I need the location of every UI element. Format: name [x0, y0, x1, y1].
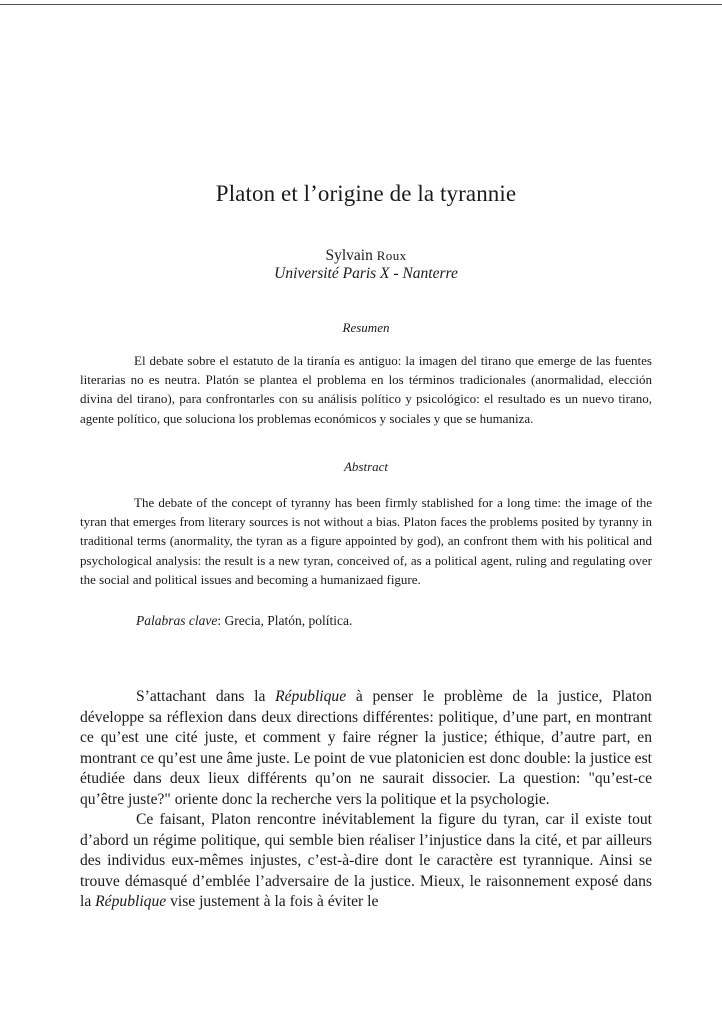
body-p2-work-title: République	[95, 893, 167, 911]
author-name	[80, 247, 652, 265]
body-paragraph-1	[80, 687, 652, 811]
body-p1-work-title: République	[275, 688, 347, 705]
keywords-line	[136, 613, 352, 629]
resumen-text: El debate sobre el estatuto de la tiranía es antiguo: la imagen del tirano que emerge de las fuentes literarias no es neutra. Platón se plantea el problema en los términos tradicionales (anormalidad, elección divina del tirano), para confrontarles con su análisis político y psicológico: el resultado es un nuevo tirano, agente político, que soluciona los problemas económicos y sociales y que se humaniza.	[80, 353, 652, 426]
keywords-values: Grecia, Platón, política.	[224, 613, 353, 628]
body-p1-text-end: à penser le problème de la justice, Platon développe sa réflexion dans deux directions différentes: politique, d’une part, en montrant ce qu’est une cité juste, et comment y faire régner la justice; éthique, d’autre part, en montrant ce qu’est une âme juste. Le point de vue platonicien est donc double: la justice est étudiée dans deux lieux différents qu’on ne saurait dissocier. La question: "qu’est-ce qu’être juste?" oriente donc la recherche vers la politique et la psychologie.	[80, 688, 652, 808]
resumen-heading: Resumen	[342, 320, 390, 335]
author-first-name: Sylvain	[325, 247, 373, 264]
body-paragraph-2	[80, 810, 652, 913]
abstract-text: The debate of the concept of tyranny has been firmly stablished for a long time: the image of the tyran that emerges from literary sources is not without a bias. Platon faces the problems posited by tyranny in traditional terms (anormality, the tyran as a figure appointed by god), an confront them with his political and psychological analysis: the result is a new tyran, conceived of, as a political agent, ruling and regulating over the social and political issues and becoming a humanizaed figure.	[80, 495, 652, 587]
article-title: Platon et l’origine de la tyrannie	[215, 181, 517, 206]
body-p1-text-start: S’attachant dans la	[136, 688, 276, 705]
keywords-label: Palabras clave	[136, 613, 218, 628]
keywords-separator: :	[217, 613, 222, 628]
author-last-name: Roux	[376, 248, 407, 263]
author-affiliation: Université Paris X - Nanterre	[274, 265, 458, 282]
top-border-rule	[0, 4, 722, 5]
abstract-heading: Abstract	[343, 459, 389, 474]
body-p2-text-end: vise justement à la fois à éviter le	[166, 893, 379, 911]
body-p2-text-start: Ce faisant, Platon rencontre inévitablement la figure du tyran, car il existe tout d’abord un régime politique, qui semble bien réaliser l’injustice dans la cité, et par ailleurs des individus eux-mêmes injustes, c’est-à-dire dont le caractère est tyrannique. Ainsi se trouve démasqué d’emblée l’adversaire de la justice. Mieux, le raisonnement exposé dans la	[80, 811, 652, 911]
